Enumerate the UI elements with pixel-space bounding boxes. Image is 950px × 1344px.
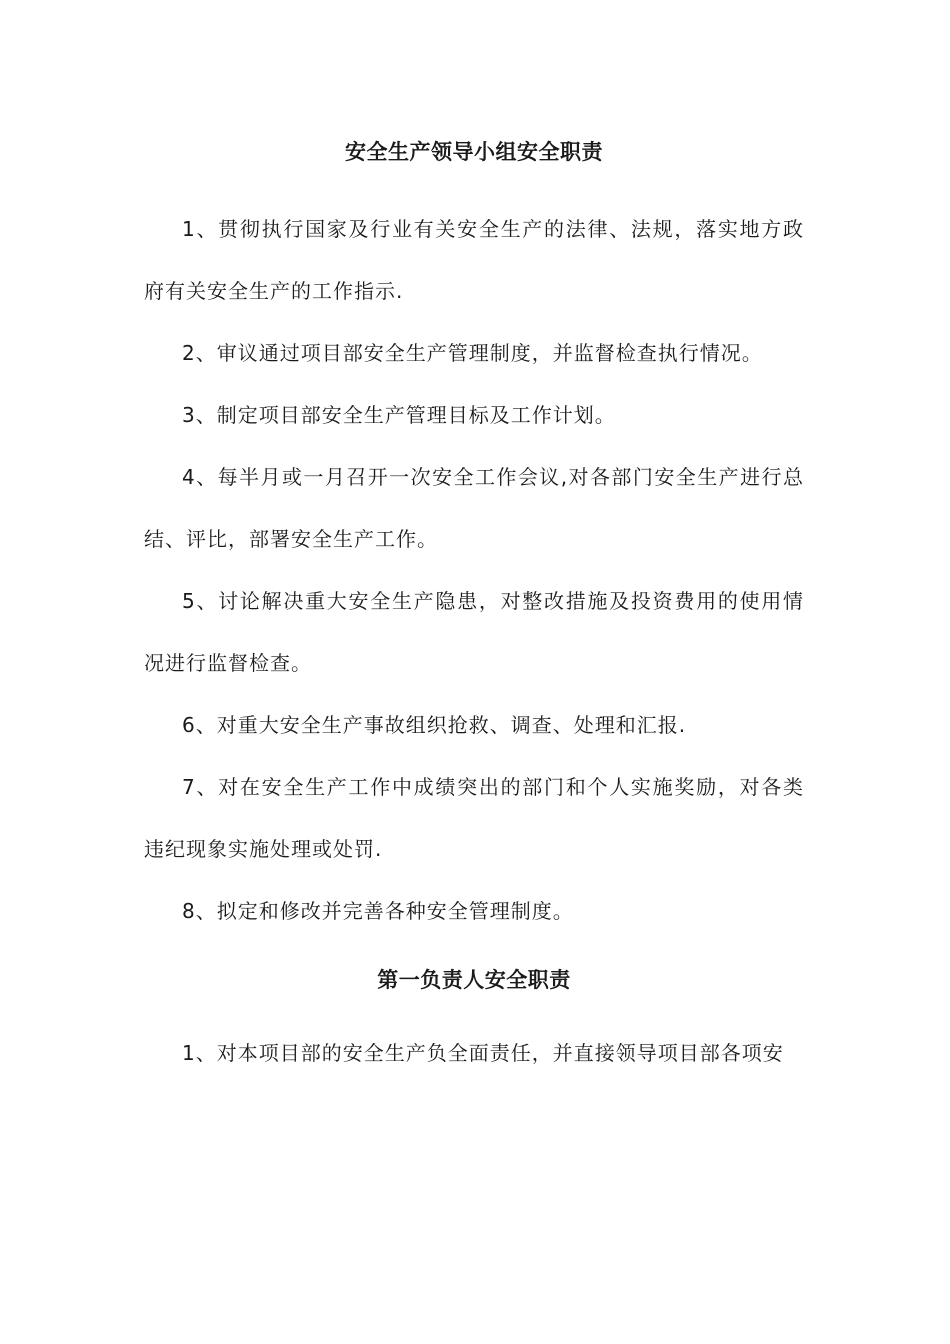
paragraph-item-3: 3、制定项目部安全生产管理目标及工作计划。 [182, 403, 616, 427]
paragraph-item-2: 2、审议通过项目部安全生产管理制度，并监督检查执行情况。 [182, 341, 763, 365]
paragraph-item-7: 7、对在安全生产工作中成绩突出的部门和个人实施奖励，对各类违纪现象实施处理或处罚. [144, 775, 804, 861]
paragraph-item-4: 4、每半月或一月召开一次安全工作会议,对各部门安全生产进行总结、评比，部署安全生产工作。 [144, 465, 804, 551]
paragraph-item-1: 1、对本项目部的安全生产负全面责任，并直接领导项目部各项安 [182, 1041, 784, 1065]
section-title-first-responsible-person: 第一负责人安全职责 [377, 968, 571, 992]
spacer [144, 172, 804, 198]
paragraph-item-5: 5、讨论解决重大安全生产隐患，对整改措施及投资费用的使用情况进行监督检查。 [144, 589, 804, 675]
paragraph-item-8: 8、拟定和修改并完善各种安全管理制度。 [182, 899, 574, 923]
spacer [144, 942, 804, 960]
paragraph-item-6: 6、对重大安全生产事故组织抢救、调查、处理和汇报. [182, 713, 687, 737]
paragraph-item-1: 1、贯彻执行国家及行业有关安全生产的法律、法规，落实地方政府有关安全生产的工作指示. [144, 217, 804, 303]
section-title-safety-leadership-group: 安全生产领导小组安全职责 [345, 140, 603, 164]
spacer [144, 1000, 804, 1022]
document-body [144, 132, 804, 1084]
